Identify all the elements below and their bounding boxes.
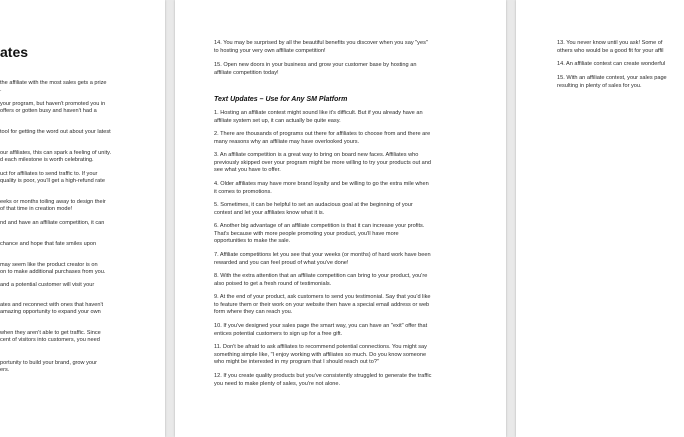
paragraph-line: 2. There are thousands of programs out there for affiliates to choose from and there are: [214, 131, 431, 137]
paragraph-line: 6. Another big advantage of an affiliate competition is that it can increase your profits.: [214, 223, 425, 229]
paragraph-line: the affiliate with the most sales gets a prize: [0, 80, 107, 86]
paragraph-line: resulting in plenty of sales for you.: [557, 82, 642, 89]
paragraph-line: 3. An affiliate competition is a great way to bring on board new faces. Affiliates who: [214, 152, 419, 158]
paragraph-line: when they aren't able to get traffic. Since: [0, 330, 101, 336]
paragraph-line: something simple like, "I enjoy working with affiliates so much. Do you know someone: [214, 351, 427, 358]
paragraph-line: who might be interested in my program that I should reach out to?": [214, 359, 379, 366]
paragraph-line: it comes to promotions.: [214, 188, 272, 195]
paragraph-line: may seem like the product creator is on: [0, 262, 98, 268]
paragraph-line: many reasons why an affiliate may have overlooked yours.: [214, 138, 360, 145]
paragraph-line: ates and reconnect with ones that haven't: [0, 302, 104, 308]
paragraph-line: cent of visitors into customers, you need: [0, 337, 100, 344]
paragraph-line: quality is poor, you'll get a high-refund rate: [0, 178, 105, 185]
paragraph-line: 11. Don't be afraid to ask affiliates to recommend potential connections. You might say: [214, 344, 427, 350]
document-page-left: [0, 0, 165, 437]
paragraph-line: That's because with more people promoting your product, you'll have more: [214, 230, 399, 237]
paragraph-line: offers or gotten busy and haven't had a: [0, 108, 97, 115]
paragraph-line: affiliate system set up, it can actually be quite easy.: [214, 117, 341, 124]
paragraph-line: 13. You never know until you ask! Some of: [557, 40, 663, 46]
paragraph-line: affiliate competition today!: [214, 69, 279, 76]
paragraph-line: 15. Open new doors in your business and grow your customer base by hosting an: [214, 62, 417, 68]
paragraph-line: 5. Sometimes, it can be helpful to set an audacious goal at the beginning of your: [214, 202, 413, 208]
section-heading: Text Updates – Use for Any SM Platform: [214, 96, 348, 103]
paragraph-line: 15. With an affiliate contest, your sales page: [557, 75, 667, 81]
document-page-right: [516, 0, 684, 437]
paragraph-line: 14. You may be surprised by all the beautiful benefits you discover when you say "yes": [214, 40, 428, 46]
paragraph-line: on to make additional purchases from you.: [0, 269, 106, 276]
paragraph-line: entices potential customers to sign up for a free gift.: [214, 330, 343, 337]
paragraph-line: 4. Older affiliates may have more brand loyalty and be willing to go the extra mile when: [214, 181, 429, 187]
paragraph-line: tool for getting the word out about your latest: [0, 129, 111, 135]
paragraph-line: 10. If you've designed your sales page the smart way, you can have an "exit" offer that: [214, 323, 428, 329]
paragraph-line: portunity to build your brand, grow your: [0, 360, 98, 366]
paragraph-line: 12. If you create quality products but you've consistently struggled to generate the traffic: [214, 373, 432, 379]
paragraph-line: contest and let your affiliates know what it is.: [214, 209, 325, 216]
paragraph-line: ers.: [0, 367, 10, 374]
paragraph-line: d each milestone is worth celebrating.: [0, 157, 94, 164]
paragraph-line: also poised to get a fresh round of testimonials.: [214, 280, 332, 287]
paragraph-line: rewarded and you can feel proud of what you've done!: [214, 259, 349, 266]
paragraph-line: see what you have to offer.: [214, 167, 281, 174]
paragraph-line: .: [0, 87, 2, 94]
paragraph-line: 1. Hosting an affiliate contest might sound like it's difficult. But if you already have an: [214, 110, 423, 116]
paragraph-line: form where they can reach you.: [214, 309, 293, 316]
document-page-middle: [175, 0, 506, 437]
paragraph-line: and a potential customer will visit your: [0, 282, 95, 288]
paragraph-line: 7. Affiliate competitions let you see that your weeks (or months) of hard work have been: [214, 252, 431, 258]
paragraph-line: amazing opportunity to expand your own: [0, 309, 101, 316]
paragraph-line: 14. An affiliate contest can create wonderful: [557, 61, 666, 67]
paragraph-line: our affiliates, this can spark a feeling of unity.: [0, 150, 112, 156]
paragraph-line: eeks or months toiling away to design their: [0, 199, 106, 205]
paragraph-line: to hosting your very own affiliate competition!: [214, 47, 326, 54]
paragraph-line: of that time in creation mode!: [0, 206, 73, 213]
paragraph-line: 9. At the end of your product, ask customers to send you testimonial. Say that you'd like: [214, 294, 431, 300]
paragraph-line: others who would be a good fit for your affil: [557, 47, 664, 54]
paragraph-line: to feature them or their work on your website then have a special email address or web: [214, 301, 430, 308]
paragraph-line: nd and have an affiliate competition, it can: [0, 220, 105, 226]
paragraph-line: opportunities to make the sale.: [214, 238, 291, 245]
paragraph-line: 8. With the extra attention that an affiliate competition can bring to your product, you're: [214, 273, 428, 279]
paragraph-line: you need to make plenty of sales, you're not alone.: [214, 380, 341, 387]
paragraph-line: your program, but haven't promoted you in: [0, 101, 106, 107]
paragraph-line: chance and hope that fate smiles upon: [0, 241, 97, 247]
paragraph-line: previously skipped over your program might be more willing to try your products out and: [214, 159, 432, 166]
paragraph-line: uct for affiliates to send traffic to. If your: [0, 171, 98, 177]
page-title: ates: [0, 44, 29, 60]
